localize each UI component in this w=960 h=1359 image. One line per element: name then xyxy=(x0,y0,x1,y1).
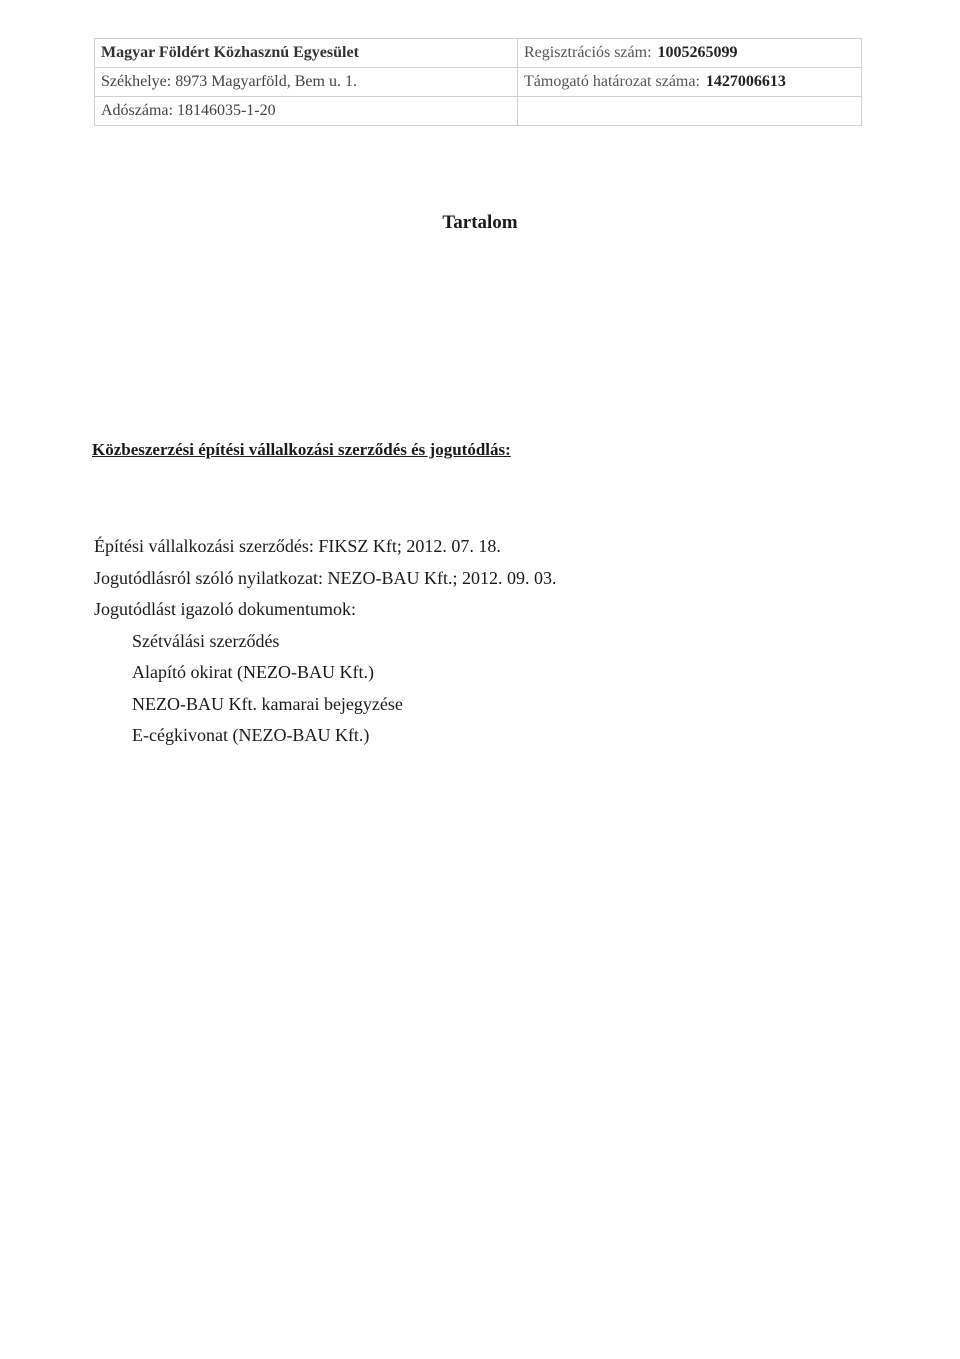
letterhead-row xyxy=(95,39,862,68)
content-list xyxy=(94,531,556,752)
sub-item-company-extract: E-cégkivonat (NEZO-BAU Kft.) xyxy=(132,725,370,745)
sub-item-chamber-registration: NEZO-BAU Kft. kamarai bejegyzése xyxy=(132,693,403,714)
decision-number: 1427006613 xyxy=(705,73,786,90)
organization-seat: Székhelye: 8973 Magyarföld, Bem u. 1. xyxy=(101,73,357,90)
letterhead-row xyxy=(95,97,862,126)
sub-item-articles-of-association: Alapító okirat (NEZO-BAU Kft.) xyxy=(132,662,374,682)
letterhead-cell xyxy=(95,97,518,126)
content-line-succession-statement: Jogutódlásról szóló nyilatkozat: NEZO-BAU Kft.; 2012. 09. 03. xyxy=(94,567,557,588)
letterhead-cell xyxy=(518,39,862,68)
letterhead-cell xyxy=(95,68,518,97)
letterhead-cell xyxy=(95,39,518,68)
tax-number: Adószáma: 18146035-1-20 xyxy=(101,102,276,119)
letterhead-cell xyxy=(518,68,862,97)
registration-number: 1005265099 xyxy=(657,44,738,61)
content-line-contract: Építési vállalkozási szerződés: FIKSZ Kft; 2012. 07. 18. xyxy=(94,536,501,556)
section-heading: Közbeszerzési építési vállalkozási szerződés és jogutódlás: xyxy=(92,440,511,459)
content-line-succession-documents: Jogutódlást igazoló dokumentumok: xyxy=(94,599,356,619)
letterhead-table xyxy=(94,38,862,126)
letterhead-row xyxy=(95,68,862,97)
registration-label: Regisztrációs szám: xyxy=(524,44,652,61)
organization-name: Magyar Földért Közhasznú Egyesület xyxy=(101,44,359,61)
sub-item-demerger-contract: Szétválási szerződés xyxy=(132,630,280,651)
decision-label: Támogató határozat száma: xyxy=(524,73,700,90)
page-title: Tartalom xyxy=(442,212,518,233)
letterhead-cell-empty xyxy=(518,97,862,126)
